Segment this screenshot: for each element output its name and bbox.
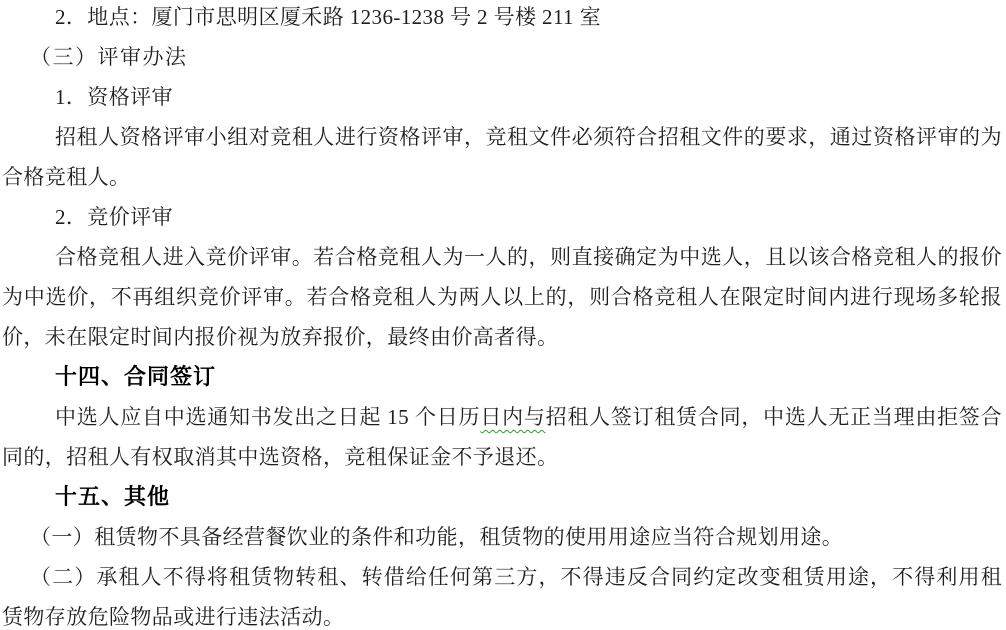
paragraph-line: 价，未在限定时间内报价视为放弃报价，最终由价高者得。 [2,325,559,349]
section-heading-others: 十五、其他 [55,484,171,509]
paragraph-text-segment: 中选人应自中选通知书发出之日起 15 个日历 [55,405,481,429]
paragraph-line: 赁物存放危险物品或进行违法活动。 [2,605,345,629]
section-heading-contract-signing: 十四、合同签订 [55,364,217,389]
item-heading-qualification-review: 1．资格评审 [55,85,173,109]
paragraph-line: 同的，招租人有权取消其中选资格，竞租保证金不予退还。 [2,445,559,469]
paragraph-line: （一）租赁物不具备经营餐饮业的条件和功能，租赁物的使用用途应当符合规划用途。 [30,525,844,549]
paragraph-line: （二）承租人不得将租赁物转租、转借给任何第三方，不得违反合同约定改变租赁用途，不得利用租 [30,565,1002,589]
sub-heading-review-method: （三）评审办法 [30,45,188,69]
location-line: 2．地点：厦门市思明区厦禾路 1236-1238 号 2 号楼 211 室 [55,5,602,29]
spellcheck-wavy-underline-text: 日内与 [480,405,546,429]
paragraph-line: 合格竞租人进入竞价评审。若合格竞租人为一人的，则直接确定为中选人，且以该合格竞租人的报价 [55,245,1002,269]
paragraph-line [0,397,1006,437]
paragraph-line: 为中选价，不再组织竞价评审。若合格竞租人为两人以上的，则合格竞租人在限定时间内进行现场多轮报 [2,285,1002,309]
paragraph-line: 招租人资格评审小组对竞租人进行资格评审，竞租文件必须符合招租文件的要求，通过资格评审的为 [55,125,1002,149]
item-heading-bidding-review: 2．竞价评审 [55,205,173,229]
paragraph-line: 合格竞租人。 [2,165,131,189]
paragraph-text-segment: 招租人签订租赁合同，中选人无正当理由拒签合 [545,405,1002,429]
